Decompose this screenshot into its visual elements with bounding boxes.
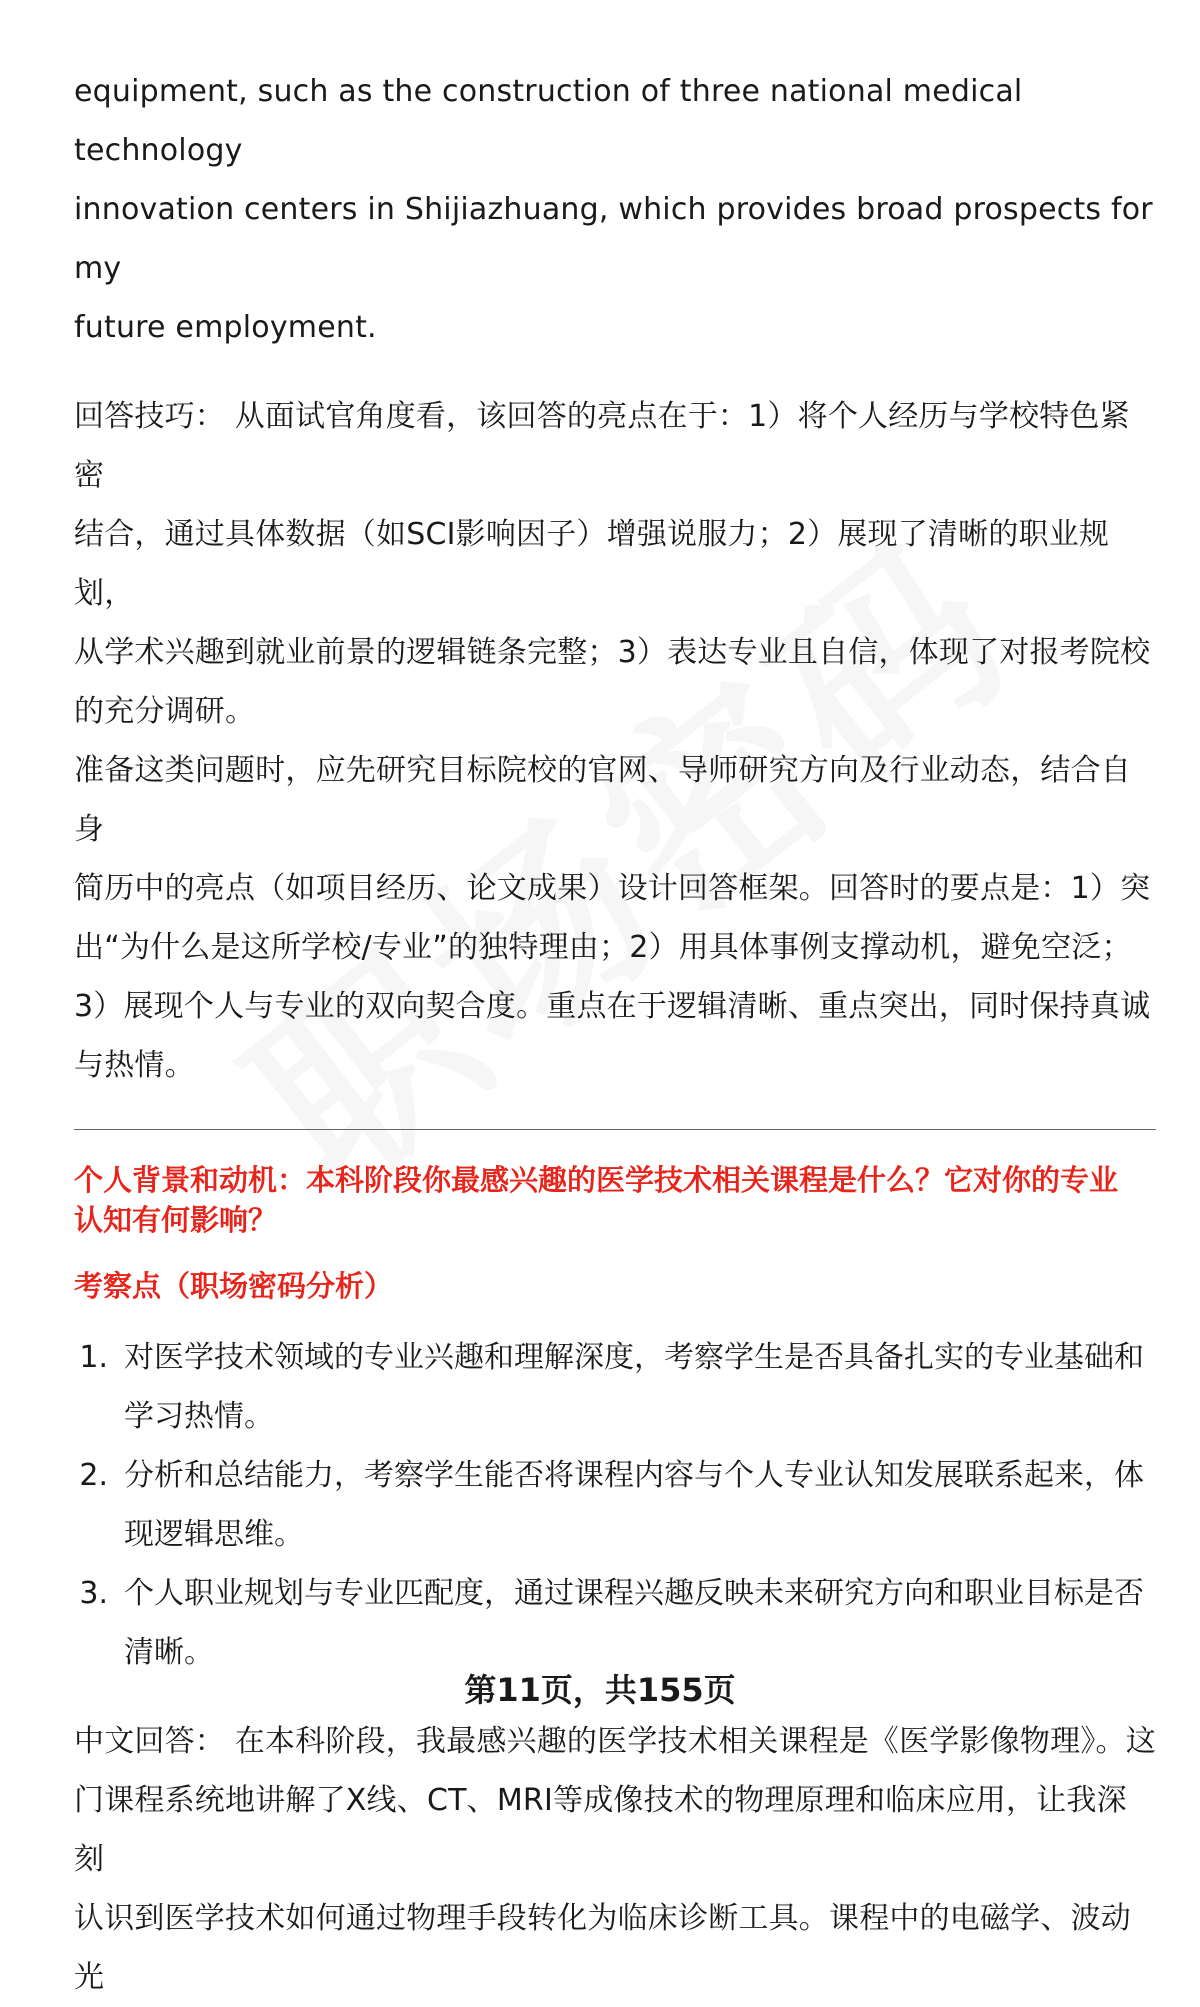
section-divider bbox=[74, 1129, 1156, 1130]
page-number-footer: 第11页，共155页 bbox=[464, 1671, 736, 1709]
text-line: 出“为什么是这所学校/专业”的独特理由；2）用具体事例支撑动机，避免空泛； bbox=[74, 930, 1132, 965]
text-line: 的充分调研。 bbox=[74, 694, 256, 729]
list-item-line: 清晰。 bbox=[124, 1635, 214, 1670]
text-line: 中文回答： 在本科阶段，我最感兴趣的医学技术相关课程是《医学影像物理》。这 bbox=[74, 1724, 1156, 1759]
list-number: 1. bbox=[79, 1340, 108, 1375]
list-number: 2. bbox=[79, 1458, 108, 1493]
question-line: 认知有何影响？ bbox=[74, 1203, 278, 1237]
document-page bbox=[74, 62, 1156, 2007]
focus-heading: 考察点（职场密码分析） bbox=[74, 1269, 394, 1303]
list-number: 3. bbox=[79, 1576, 108, 1611]
question-line: 个人背景和动机：本科阶段你最感兴趣的医学技术相关课程是什么？它对你的专业 bbox=[74, 1163, 1119, 1197]
list-item-line: 学习热情。 bbox=[124, 1399, 274, 1434]
preparation-paragraph bbox=[74, 741, 1156, 1095]
text-line: 结合，通过具体数据（如SCI影响因子）增强说服力；2）展现了清晰的职业规划， bbox=[74, 517, 1110, 611]
list-item bbox=[74, 1328, 1156, 1446]
text-line: 与热情。 bbox=[74, 1048, 195, 1083]
chinese-answer-paragraph bbox=[74, 1712, 1156, 2007]
focus-points-list bbox=[74, 1328, 1156, 1682]
text-line: 回答技巧： 从面试官角度看，该回答的亮点在于：1）将个人经历与学校特色紧密 bbox=[74, 399, 1130, 493]
list-item-line: 现逻辑思维。 bbox=[124, 1517, 304, 1552]
question-heading bbox=[74, 1160, 1156, 1240]
continuation-paragraph bbox=[74, 62, 1156, 357]
text-line: 3）展现个人与专业的双向契合度。重点在于逻辑清晰、重点突出，同时保持真诚 bbox=[74, 989, 1151, 1024]
text-line: 认识到医学技术如何通过物理手段转化为临床诊断工具。课程中的电磁学、波动光 bbox=[74, 1901, 1131, 1995]
answer-tips-paragraph bbox=[74, 387, 1156, 741]
text-line: equipment, such as the construction of three national medical technology bbox=[74, 74, 1023, 168]
list-item-line: 对医学技术领域的专业兴趣和理解深度，考察学生是否具备扎实的专业基础和 bbox=[124, 1340, 1144, 1375]
text-line: 准备这类问题时，应先研究目标院校的官网、导师研究方向及行业动态，结合自身 bbox=[74, 753, 1131, 847]
text-line: 从学术兴趣到就业前景的逻辑链条完整；3）表达专业且自信，体现了对报考院校 bbox=[74, 635, 1151, 670]
list-item-line: 分析和总结能力，考察学生能否将课程内容与个人专业认知发展联系起来，体 bbox=[124, 1458, 1144, 1493]
text-line: future employment. bbox=[74, 310, 377, 345]
text-line: 门课程系统地讲解了X线、CT、MRI等成像技术的物理原理和临床应用，让我深刻 bbox=[74, 1783, 1127, 1877]
list-item-line: 个人职业规划与专业匹配度，通过课程兴趣反映未来研究方向和职业目标是否 bbox=[124, 1576, 1144, 1611]
list-item bbox=[74, 1446, 1156, 1564]
text-line: innovation centers in Shijiazhuang, which provides broad prospects for my bbox=[74, 192, 1153, 286]
text-line: 简历中的亮点（如项目经历、论文成果）设计回答框架。回答时的要点是：1）突 bbox=[74, 871, 1151, 906]
